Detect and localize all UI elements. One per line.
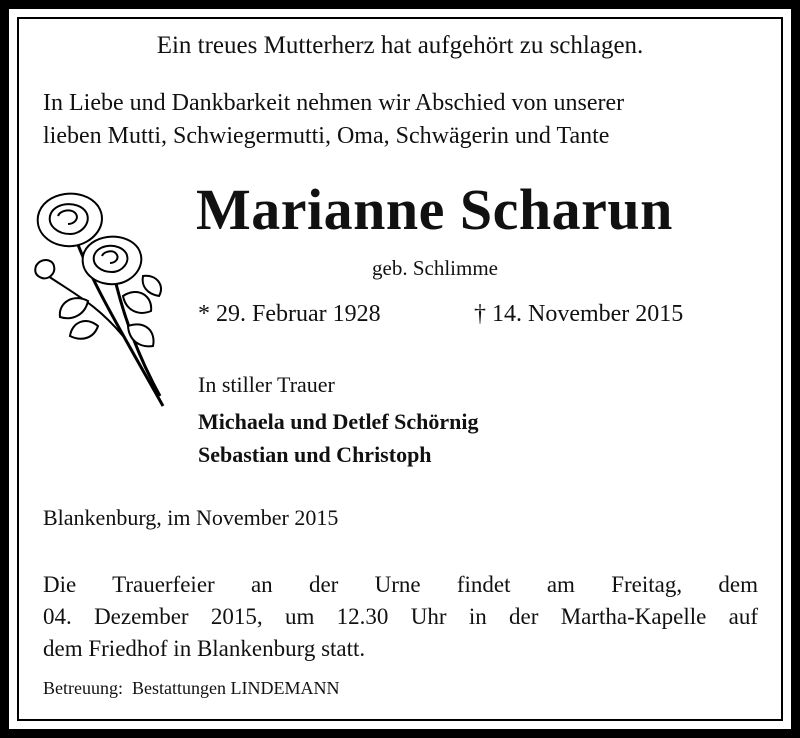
funeral-care: Betreuung: Bestattungen LINDEMANN — [43, 678, 340, 698]
funeral-line-3: dem Friedhof in Blankenburg statt. — [43, 636, 366, 661]
family-line-2: Sebastian und Christoph — [198, 442, 432, 467]
birth-date: * 29. Februar 1928 — [198, 301, 381, 327]
intro-line-1: In Liebe und Dankbarkeit nehmen wir Abschied von unserer — [43, 90, 625, 116]
intro-line-2: lieben Mutti, Schwiegermutti, Oma, Schwägerin und Tante — [43, 123, 610, 149]
maiden-name: geb. Schlimme — [372, 256, 498, 280]
roses-icon — [28, 186, 178, 416]
place-date: Blankenburg, im November 2015 — [43, 505, 339, 530]
funeral-line-2: 04. Dezember 2015, um 12.30 Uhr in der Martha-Kapelle auf — [43, 604, 758, 629]
death-date: † 14. November 2015 — [474, 301, 684, 327]
funeral-line-1: Die Trauerfeier an der Urne findet am Freitag, dem — [43, 572, 758, 597]
family-line-1: Michaela und Detlef Schörnig — [198, 409, 479, 434]
mourning-label: In stiller Trauer — [198, 372, 335, 397]
deceased-name: Marianne Scharun — [196, 177, 673, 242]
notice-heading: Ein treues Mutterherz hat aufgehört zu schlagen. — [156, 32, 644, 59]
